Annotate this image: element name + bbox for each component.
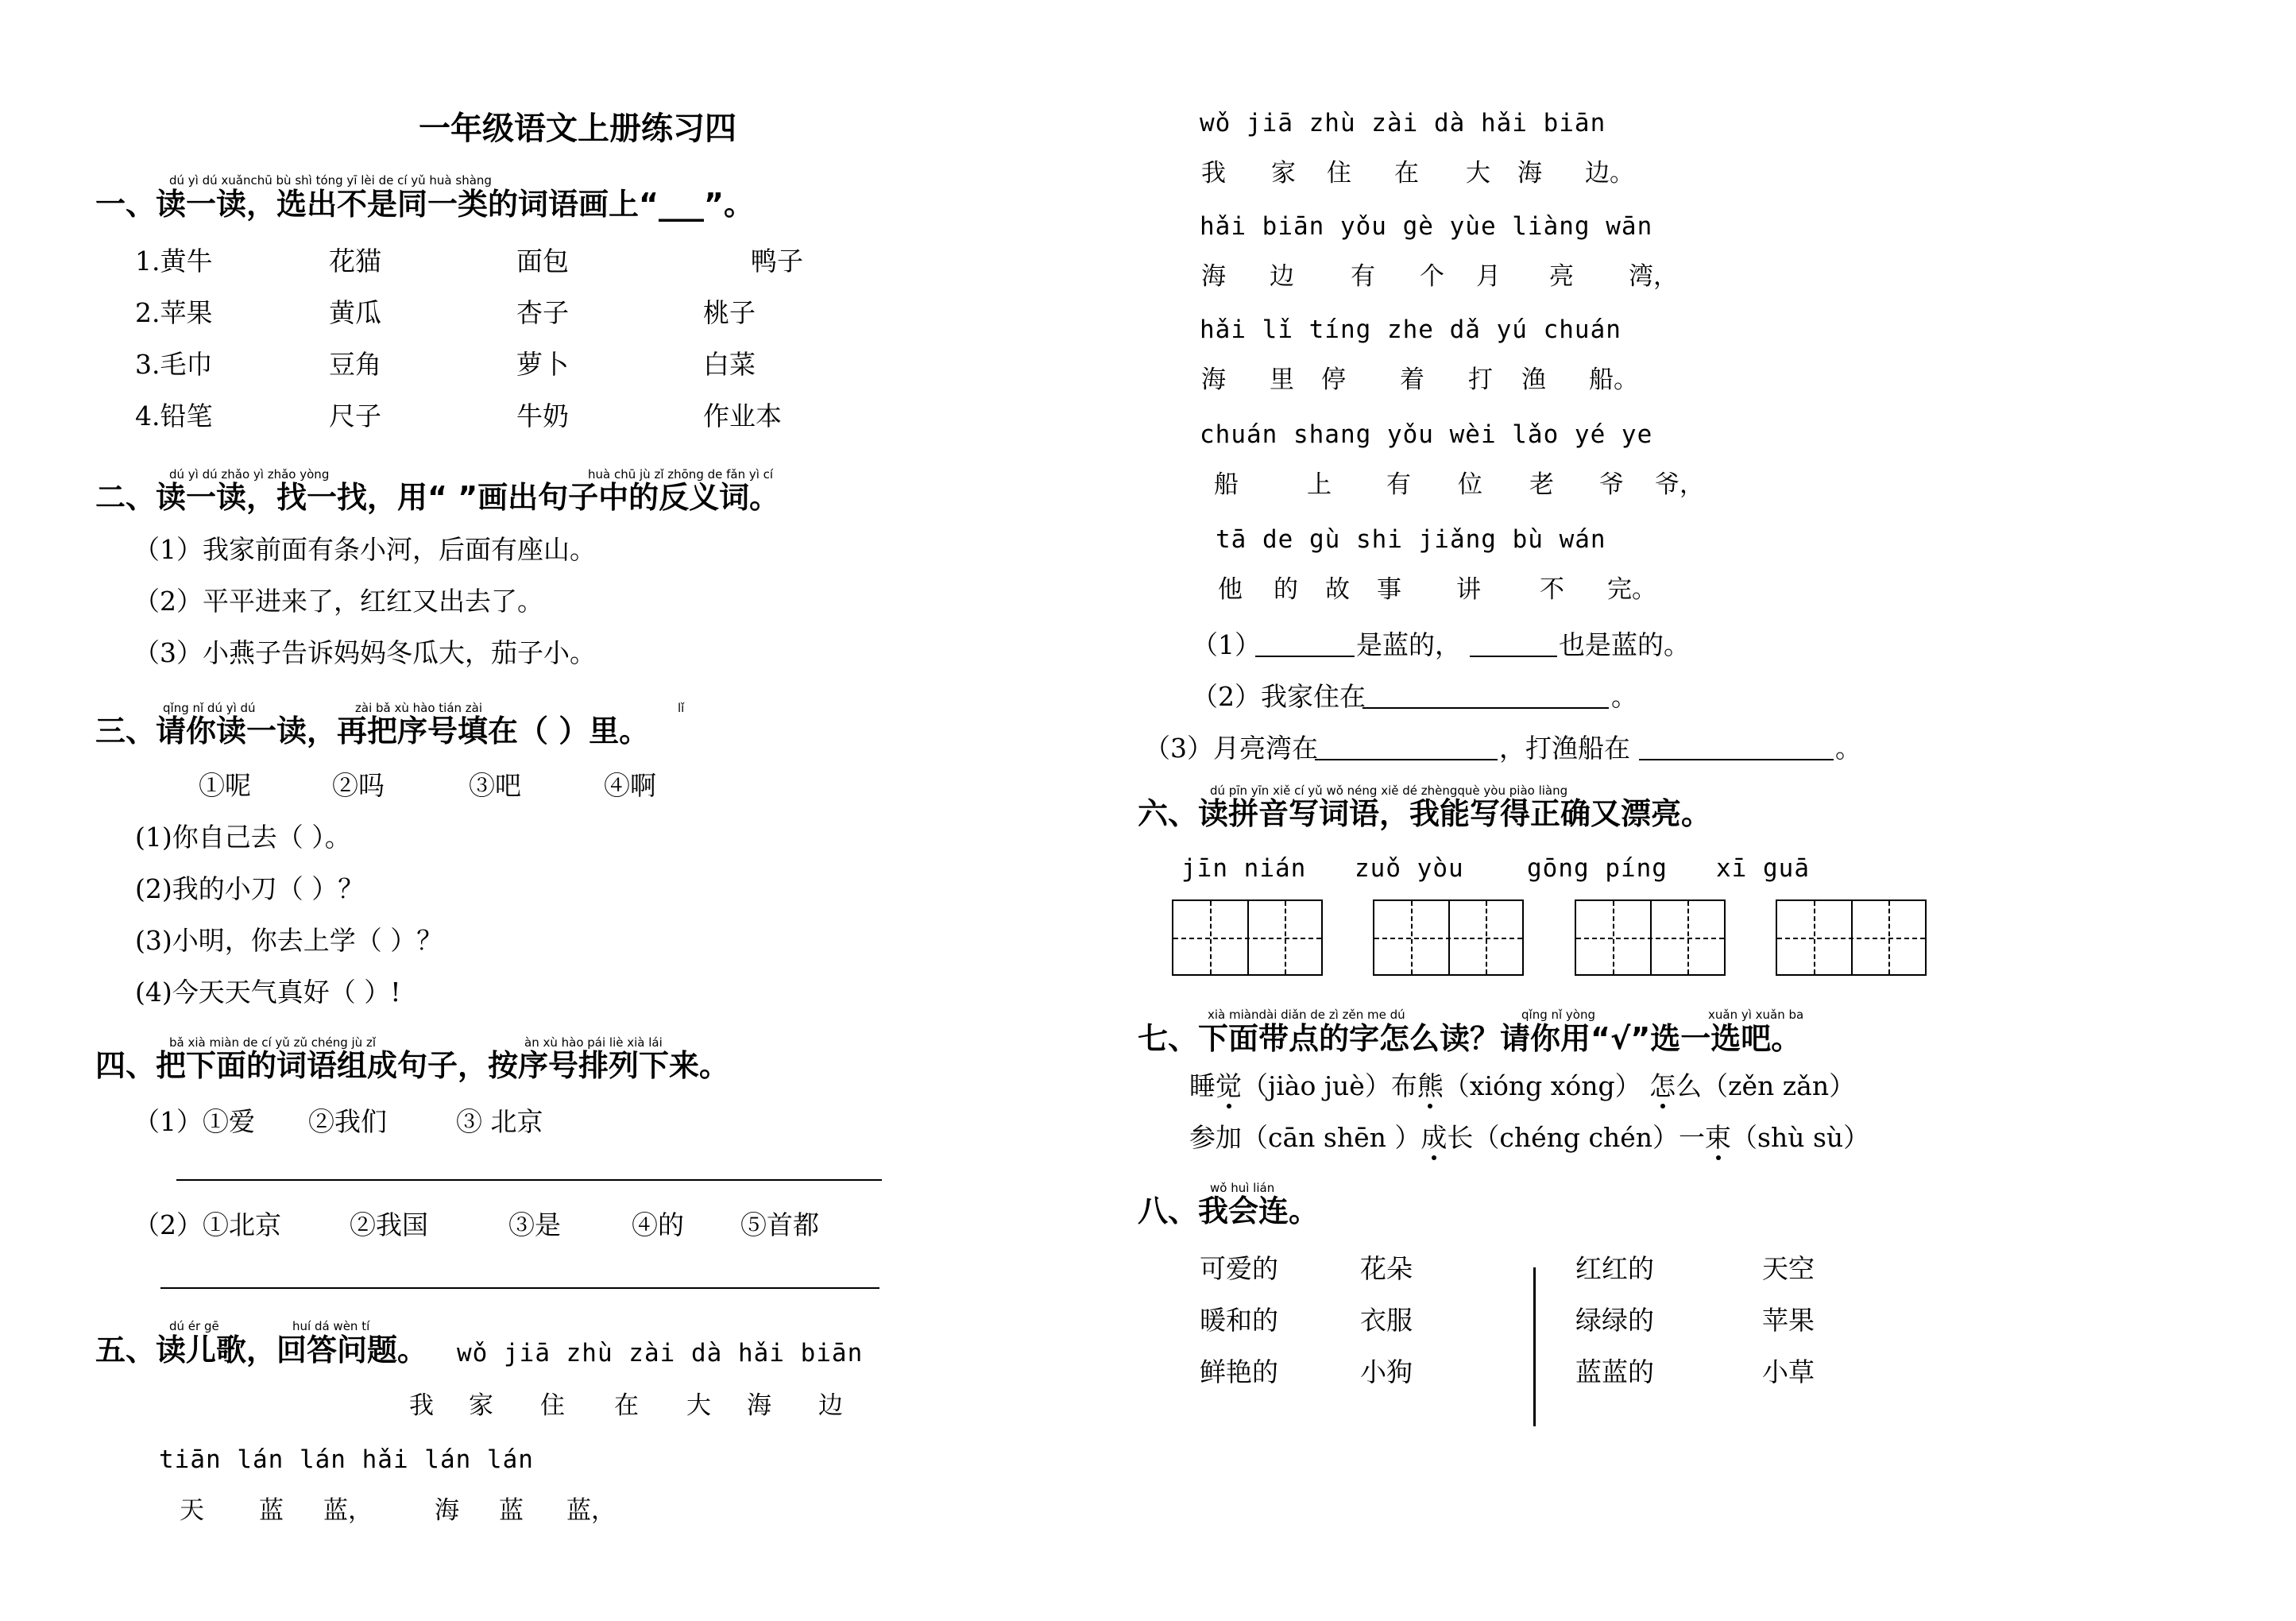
s6-word1-pinyin: jīn nián [1181,854,1307,883]
s8-right-a-1[interactable]: 红红的 [1575,1253,1654,1284]
s5-left-line1-char1: 天 [180,1496,204,1525]
s5-left-line1-char6: 蓝， [566,1496,616,1525]
s8-left-a-1[interactable]: 可爱的 [1200,1253,1278,1284]
s6-writing-grid-1[interactable] [1172,899,1323,976]
s8-right-b-2[interactable]: 苹果 [1762,1305,1815,1336]
section7-pinyin-b: qǐng nǐ yòng [1521,1008,1596,1022]
s6-word2-pinyin: zuǒ yòu [1355,854,1464,883]
s5-right-line5-char1: 他 [1218,575,1243,604]
s7-row2: 参加（cān shēn ）成长（chéng chén）一束（shù sù） [1189,1122,1870,1153]
s3-option4: ④啊 [604,770,656,801]
s5-right-line1-char3: 住 [1327,159,1351,188]
s1-row2-c2: 黄瓜 [329,297,381,328]
s5-title-char3: 住 [540,1391,565,1420]
s1-row3-c3: 萝卜 [516,349,569,380]
s3-item1: (1)你自己去（ ）。 [135,822,351,853]
section3-heading: 三、请你读一读，再把序号填在（ ）里。 [95,714,650,749]
s1-row2-c1: 2.苹果 [135,297,213,328]
s5-right-line3-char2: 里 [1270,366,1294,394]
s5-title-char4: 在 [614,1391,639,1420]
s3-item4: (4)今天天气真好（ ）! [135,977,401,1008]
s7-dotted-char-zen: 怎 [1649,1070,1676,1101]
s1-row2-c3: 杏子 [516,297,569,328]
s5-right-line1-char6: 海 [1517,159,1542,188]
s5-right-line2-char4: 个 [1420,262,1444,291]
s5-q2-prefix: （2）我家住在 [1192,681,1366,712]
s5-right-line5-char2: 的 [1274,575,1298,604]
s3-option3: ③吧 [469,770,521,801]
s5-right-line5-char7: 完。 [1607,575,1656,604]
s7-dotted-char-zhang: 成 [1421,1122,1448,1153]
s4-q2-word2: ②我国 [350,1209,428,1240]
section4-pinyin-b: àn xù hào pái liè xià lái [524,1035,663,1050]
s5-right-line4-char7: 爷， [1655,470,1704,499]
s6-word4-pinyin: xī guā [1716,854,1810,883]
s5-right-line1-char4: 在 [1394,159,1419,188]
s4-q2-word5: ⑤首都 [740,1209,819,1240]
s5-right-line3-char3: 停 [1321,366,1346,394]
s5-q1-blank2[interactable] [1470,656,1557,657]
s4-q2-word4: ④的 [632,1209,684,1240]
s5-right-line2-char7: 湾， [1629,262,1678,291]
s8-divider [1533,1267,1536,1426]
s5-q1-end: 也是蓝的。 [1559,629,1690,660]
page-title: 一年级语文上册练习四 [419,110,736,147]
section1-pinyin: dú yì dú xuǎnchū bù shì tóng yī lèi de cí yǔ huà shàng [169,173,492,188]
s5-q1-blank1[interactable] [1255,656,1355,657]
s7-row1: 睡觉（jiào juè）布熊（xióng xóng） 怎么（zěn zǎn） [1189,1070,1856,1101]
s5-left-line1-char4: 海 [435,1496,459,1525]
section3-pinyin-a: qǐng nǐ dú yì dú [163,701,256,715]
section7-pinyin-a: xià miàndài diǎn de zì zěn me dú [1208,1008,1405,1022]
s5-left-line1-char2: 蓝 [259,1496,284,1525]
s8-right-a-2[interactable]: 绿绿的 [1575,1305,1654,1336]
s5-title-char1: 我 [409,1391,434,1420]
s5-right-line4-char5: 老 [1529,470,1554,499]
s5-right-line4-char6: 爷 [1599,470,1624,499]
s1-row3-c4: 白菜 [703,349,756,380]
section8-pinyin: wǒ huì lián [1210,1181,1275,1195]
section3-pinyin-c: lǐ [678,701,685,715]
section4-heading: 四、把下面的词语组成句子，按序号排列下来。 [95,1048,730,1083]
s8-left-b-2[interactable]: 衣服 [1360,1305,1413,1336]
s2-item3: （3）小燕子告诉妈妈冬瓜大，茄子小。 [133,637,596,668]
s5-q3-mid: ，打渔船在 [1499,733,1630,764]
s5-right-line3-char5: 打 [1468,366,1493,394]
s5-right-line3-char1: 海 [1201,366,1226,394]
s5-right-line5-char4: 事 [1377,575,1401,604]
s5-right-line1-pinyin: wǒ jiā zhù zài dà hǎi biān [1200,109,1606,137]
s5-right-line2-char2: 边 [1270,262,1294,291]
s5-q3-prefix: （3）月亮湾在 [1144,733,1318,764]
s5-right-line4-char1: 船 [1214,470,1239,499]
s1-row2-c4: 桃子 [703,297,756,328]
s5-right-line4-char4: 位 [1458,470,1482,499]
s5-right-line3-char7: 船。 [1589,366,1638,394]
s5-right-line2-char3: 有 [1351,262,1375,291]
s7-dotted-char-jiao: 觉 [1216,1070,1242,1101]
s4-q1-word2: ②我们 [308,1106,387,1137]
section8-heading: 八、我会连。 [1138,1194,1320,1228]
s5-q1-mid: 是蓝的， [1356,629,1461,660]
s5-title-char2: 家 [469,1391,493,1420]
section4-pinyin-a: bǎ xià miàn de cí yǔ zǔ chéng jù zǐ [169,1035,376,1050]
s4-q2-word1: （2）①北京 [133,1209,281,1240]
s1-row3-c2: 豆角 [329,349,381,380]
s5-right-line5-char5: 讲 [1456,575,1481,604]
s6-word3-pinyin: gōng píng [1527,854,1668,883]
s5-right-line3-char6: 渔 [1521,366,1546,394]
section6-heading: 六、读拼音写词语，我能写得正确又漂亮。 [1138,796,1712,831]
s7-dotted-char-xiong: 熊 [1417,1070,1444,1101]
s5-left-line1-char5: 蓝 [499,1496,524,1525]
s5-title-char5: 大 [686,1391,711,1420]
s5-right-line2-char5: 月 [1476,262,1501,291]
s4-q2-word3: ③是 [508,1209,561,1240]
s5-right-line5-char6: 不 [1540,575,1564,604]
s5-q2-blank[interactable] [1363,707,1609,709]
s6-writing-grid-4[interactable] [1776,899,1927,976]
s5-right-line5-char3: 故 [1325,575,1350,604]
s3-option2: ②吗 [332,770,385,801]
s1-row1-c1: 1.黄牛 [135,246,213,277]
s2-item1: （1）我家前面有条小河，后面有座山。 [133,534,596,565]
s8-left-a-2[interactable]: 暖和的 [1200,1305,1278,1336]
s5-right-line4-pinyin: chuán shang yǒu wèi lǎo yé ye [1200,420,1653,449]
s1-row3-c1: 3.毛巾 [135,349,213,380]
s4-q2-answer-line[interactable] [160,1287,879,1289]
s3-option1: ①呢 [199,770,251,801]
s5-q1-prefix: （1） [1192,629,1261,660]
s5-q3-end: 。 [1835,733,1861,764]
section5-pinyin-a: dú ér gē [169,1319,219,1333]
s5-q3-blank1[interactable] [1315,759,1498,760]
s8-right-a-3[interactable]: 蓝蓝的 [1575,1356,1654,1387]
s6-writing-grid-2[interactable] [1373,899,1524,976]
s8-left-a-3[interactable]: 鲜艳的 [1200,1356,1278,1387]
s1-row4-c1: 4.铅笔 [135,400,213,431]
s5-right-line5-pinyin: tā de gù shi jiǎng bù wán [1216,525,1606,554]
s1-row4-c4: 作业本 [703,400,782,431]
s5-q2-end: 。 [1611,681,1637,712]
section6-pinyin: dú pīn yīn xiě cí yǔ wǒ néng xiě dé zhèngquè yòu piào liàng [1210,783,1568,798]
s5-right-line4-char2: 上 [1307,470,1332,499]
s5-right-line1-char1: 我 [1201,159,1226,188]
s5-q3-blank2[interactable] [1639,759,1834,760]
section7-heading: 七、下面带点的字怎么读？请你用“√”选一选吧。 [1138,1021,1802,1056]
section2-heading: 二、读一读，找一找，用“ ”画出句子中的反义词。 [95,480,780,515]
s5-title-char6: 海 [747,1391,771,1420]
section5-heading: 五、读儿歌，回答问题。 [95,1333,428,1368]
s5-right-line1-char2: 家 [1271,159,1296,188]
section5-pinyin-b: huí dá wèn tí [292,1319,370,1333]
s1-row4-c2: 尺子 [329,400,381,431]
s8-left-b-1[interactable]: 花朵 [1360,1253,1413,1284]
s5-title-char7: 边 [818,1391,843,1420]
s2-item2: （2）平平进来了，红红又出去了。 [133,586,543,617]
s5-right-line1-char5: 大 [1466,159,1490,188]
s1-row1-c4: 鸭子 [751,246,803,277]
s8-right-b-3[interactable]: 小草 [1762,1356,1815,1387]
s5-right-line4-char3: 有 [1386,470,1411,499]
s3-item2: (2)我的小刀（ ）？ [135,873,365,904]
s8-right-b-1[interactable]: 天空 [1762,1253,1815,1284]
s4-q1-answer-line[interactable] [176,1179,882,1181]
section2-pinyin-b: huà chū jù zǐ zhōng de fǎn yì cí [588,467,774,482]
s5-right-line3-pinyin: hǎi lǐ tíng zhe dǎ yú chuán [1200,315,1622,344]
s1-row1-c2: 花猫 [329,246,381,277]
s7-dotted-char-shu: 束 [1705,1122,1732,1153]
s5-left-line1-char3: 蓝， [323,1496,373,1525]
s5-title-pinyin: wǒ jiā zhù zài dà hǎi biān [457,1339,864,1368]
s5-right-line3-char4: 着 [1400,366,1424,394]
s5-right-line2-char1: 海 [1201,262,1226,291]
s3-item3: (3)小明，你去上学（ ）？ [135,925,443,956]
s1-row4-c3: 牛奶 [516,400,569,431]
s5-left-line1-pinyin: tiān lán lán hǎi lán lán [159,1445,534,1474]
s8-left-b-3[interactable]: 小狗 [1360,1356,1413,1387]
section7-pinyin-c: xuǎn yì xuǎn ba [1708,1008,1804,1022]
s4-q1-word1: （1）①爱 [133,1106,255,1137]
s5-right-line2-pinyin: hǎi biān yǒu gè yùe liàng wān [1200,212,1653,241]
section2-pinyin-a: dú yì dú zhǎo yì zhǎo yòng [169,467,330,482]
s1-row1-c3: 面包 [516,246,569,277]
section1-heading: 一、读一读，选出不是同一类的词语画上“___”。 [95,187,754,222]
s6-writing-grid-3[interactable] [1575,899,1726,976]
s4-q1-word3: ③ 北京 [456,1106,543,1137]
s5-right-line2-char6: 亮 [1549,262,1574,291]
s5-right-line1-char7: 边。 [1585,159,1634,188]
section3-pinyin-b: zài bǎ xù hào tián zài [355,701,483,715]
